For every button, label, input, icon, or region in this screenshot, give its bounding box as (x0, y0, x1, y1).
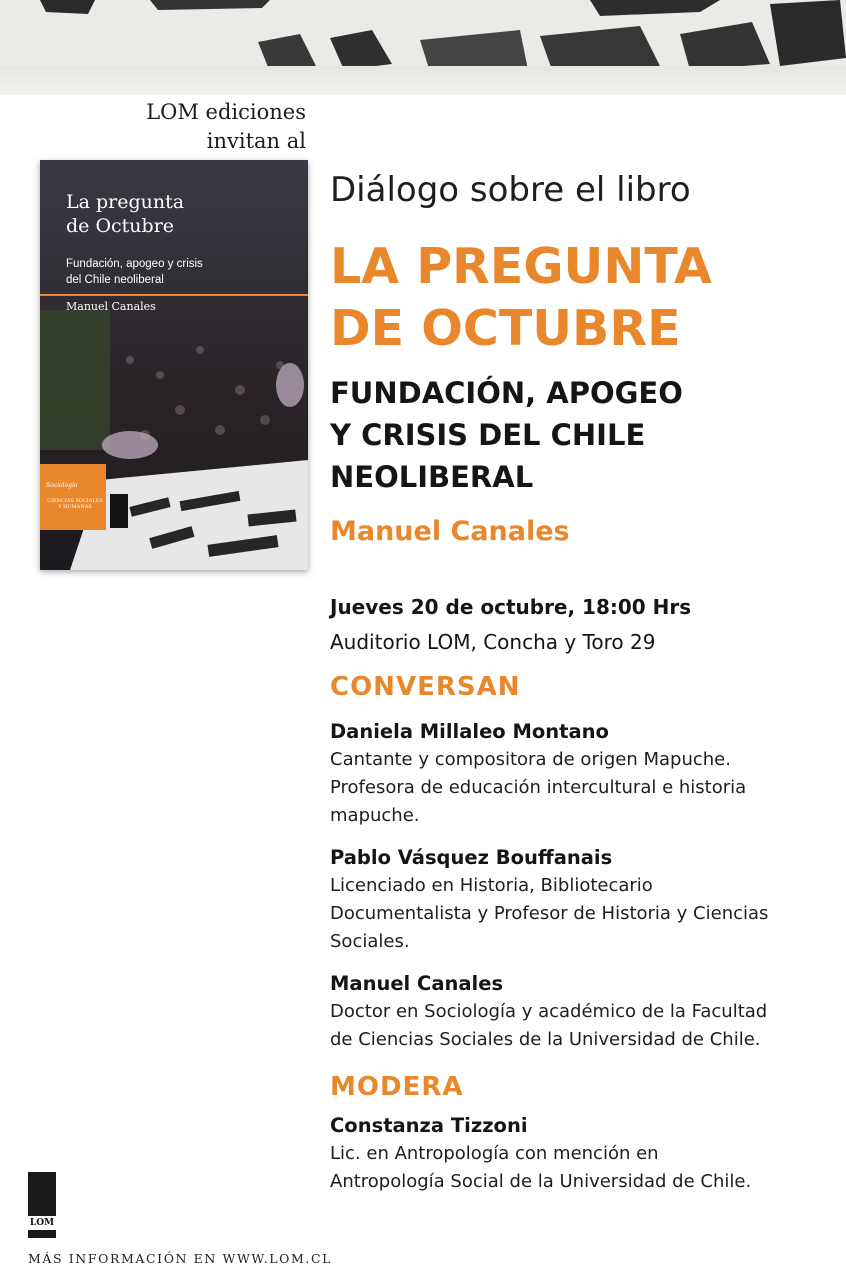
conversan-heading: CONVERSAN (330, 672, 521, 702)
cover-title-line-1: La pregunta (66, 191, 185, 213)
footer-info: MÁS INFORMACIÓN EN WWW.LOM.CL (28, 1251, 333, 1266)
cover-title (66, 190, 286, 238)
cover-series-badge (40, 464, 106, 530)
cover-collection-label: CIENCIAS SOCIALES Y HUMANAS (47, 498, 103, 510)
book-title-line-1: LA PREGUNTA (330, 238, 712, 295)
speaker-name: Pablo Vásquez Bouffanais (330, 846, 613, 869)
moderator-bio-line: Antropología Social de la Universidad de Chile. (330, 1171, 752, 1192)
book-subtitle-line-1: FUNDACIÓN, APOGEO (330, 376, 683, 410)
cover-subtitle-line-2: del Chile neoliberal (66, 274, 164, 286)
speaker-bio-line: Licenciado en Historia, Bibliotecario (330, 875, 653, 896)
event-date: Jueves 20 de octubre, 18:00 Hrs (330, 595, 692, 619)
book-subtitle (330, 372, 683, 498)
speaker (330, 718, 810, 830)
invite-line-2: invitan al (206, 129, 306, 153)
book-subtitle-line-2: Y CRISIS DEL CHILE (330, 418, 646, 452)
book-author: Manuel Canales (330, 516, 570, 547)
cover-subtitle (66, 256, 246, 288)
book-title-line-2: DE OCTUBRE (330, 300, 681, 357)
cover-title-line-2: de Octubre (66, 215, 175, 237)
moderator-name: Constanza Tizzoni (330, 1114, 528, 1137)
invite-line-1: LOM ediciones (146, 100, 306, 124)
book-subtitle-line-3: NEOLIBERAL (330, 460, 534, 494)
speaker-bio-line: Sociales. (330, 931, 410, 952)
cover-series-label: Sociología (46, 482, 78, 489)
speaker-bio-line: Profesora de educación intercultural e historia (330, 777, 747, 798)
cover-publisher-logo (110, 494, 128, 528)
speaker-bio-line: Doctor en Sociología y académico de la Facultad (330, 1001, 768, 1022)
cover-author: Manuel Canales (66, 300, 156, 313)
event-intro: Diálogo sobre el libro (330, 170, 691, 210)
lom-logo-text: LOM (29, 1218, 55, 1228)
banner-fade (0, 66, 846, 95)
invitation-header (146, 98, 306, 156)
book-title (330, 236, 712, 360)
speaker-bio-line: de Ciencias Sociales de la Universidad de Chile. (330, 1029, 761, 1050)
speaker (330, 970, 810, 1054)
speaker (330, 844, 810, 956)
speaker-bio-line: Documentalista y Profesor de Historia y Ciencias (330, 903, 769, 924)
lom-logo (28, 1172, 56, 1238)
speaker-bio-line: mapuche. (330, 805, 420, 826)
event-venue: Auditorio LOM, Concha y Toro 29 (330, 630, 656, 654)
speaker-name: Manuel Canales (330, 972, 504, 995)
protest-banner-image (0, 0, 846, 95)
book-cover (40, 160, 308, 570)
moderator-bio-line: Lic. en Antropología con mención en (330, 1143, 659, 1164)
cover-subtitle-line-1: Fundación, apogeo y crisis (66, 258, 203, 270)
speaker-bio-line: Cantante y compositora de origen Mapuche. (330, 749, 731, 770)
moderator (330, 1112, 810, 1196)
speaker-name: Daniela Millaleo Montano (330, 720, 609, 743)
modera-heading: MODERA (330, 1072, 464, 1102)
cover-divider (40, 294, 308, 296)
